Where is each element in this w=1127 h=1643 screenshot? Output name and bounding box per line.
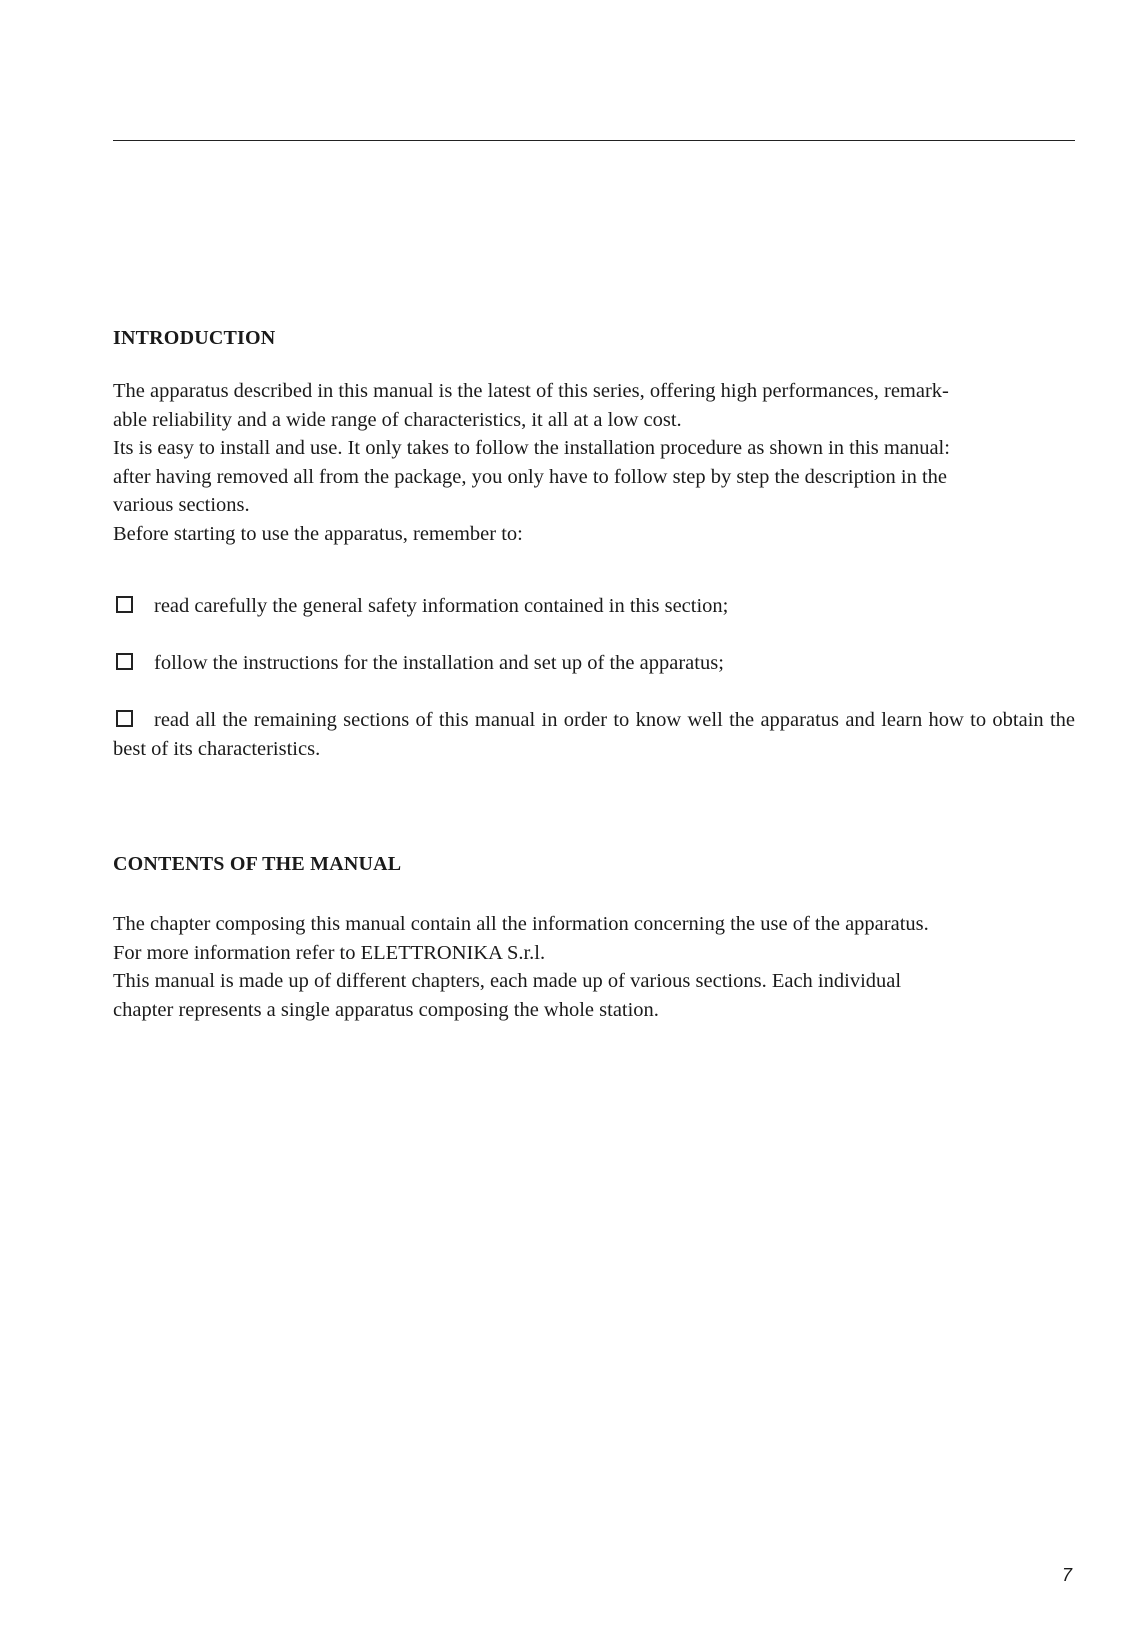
header-rule [113,140,1075,141]
checkbox-icon [116,710,133,727]
checklist-item [113,649,1075,678]
contents-line: chapter represents a single apparatus composing the whole station. [113,998,659,1021]
contents-heading: CONTENTS OF THE MANUAL [113,853,402,875]
introduction-line: Its is easy to install and use. It only takes to follow the installation procedure as shown in this manual: [113,437,950,459]
introduction-line: Before starting to use the apparatus, remember to: [113,522,523,545]
checklist-item [113,706,1075,763]
checklist-item-text: read carefully the general safety information contained in this section; [154,595,729,617]
contents-line: For more information refer to ELETTRONIKA S.r.l. [113,941,546,964]
contents-line: This manual is made up of different chapters, each made up of various sections. Each individual [113,970,902,992]
checkbox-icon [116,653,133,670]
checkbox-icon [116,596,133,613]
introduction-heading: INTRODUCTION [113,327,276,349]
introduction-paragraph [113,377,1075,548]
introduction-line: The apparatus described in this manual is the latest of this series, offering high performances, remark- [113,380,949,402]
introduction-line: various sections. [113,494,250,516]
checklist-item-text: read all the remaining sections of this manual in order to know well the apparatus and learn how to obtain the best of its characteristics. [113,709,1075,760]
checklist-item-text: follow the instructions for the installation and set up of the apparatus; [154,652,724,674]
checklist-item [113,592,1075,621]
page-number: 7 [1062,1565,1073,1585]
contents-paragraph [113,910,1075,1024]
introduction-line: after having removed all from the package, you only have to follow step by step the description in the [113,465,947,488]
contents-line: The chapter composing this manual contain all the information concerning the use of the apparatus. [113,913,929,935]
introduction-line: able reliability and a wide range of characteristics, it all at a low cost. [113,408,682,431]
